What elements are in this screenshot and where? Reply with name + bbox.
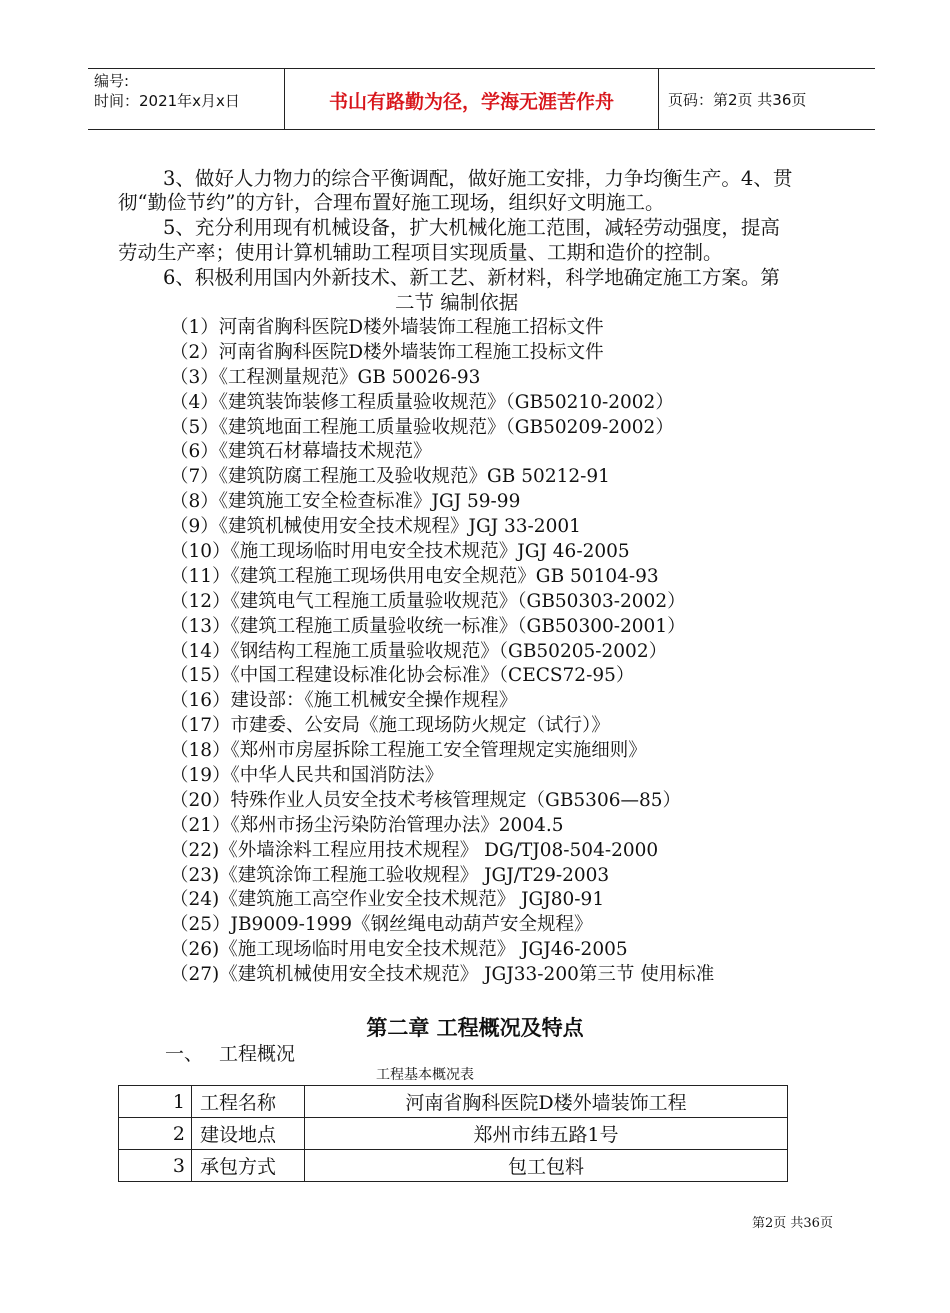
row-number: 3 (119, 1150, 192, 1182)
header-page-number: 页码：第2页 共36页 (668, 91, 807, 109)
paragraph-line: 3、做好人力物力的综合平衡调配，做好施工安排，力争均衡生产。4、贯 (163, 167, 793, 190)
page-footer: 第2页 共36页 (752, 1216, 833, 1231)
list-item: （23)《建筑涂饰工程施工验收规程》 JGJ/T29-2003 (170, 864, 610, 886)
list-item: （3）《工程测量规范》GB 50026-93 (170, 366, 481, 388)
header-time-label: 时间：2021年x月x日 (94, 92, 240, 110)
row-value: 包工包料 (305, 1150, 788, 1182)
list-item: （25）JB9009-1999《钢丝绳电动葫芦安全规程》 (170, 914, 593, 936)
row-key: 建设地点 (192, 1118, 305, 1150)
list-item: （22)《外墙涂料工程应用技术规程》 DG/TJ08-504-2000 (170, 839, 659, 861)
list-item: （17）市建委、公安局《施工现场防火规定（试行）》 (170, 715, 610, 737)
row-key: 工程名称 (192, 1086, 305, 1118)
list-item: （11）《建筑工程施工现场供用电安全规范》GB 50104-93 (170, 565, 659, 587)
list-item: （18）《郑州市房屋拆除工程施工安全管理规定实施细则》 (170, 740, 647, 762)
row-value: 郑州市纬五路1号 (305, 1118, 788, 1150)
page-header (88, 68, 875, 130)
list-item: （21）《郑州市扬尘污染防治管理办法》2004.5 (170, 814, 564, 836)
row-number: 2 (119, 1118, 192, 1150)
list-item: （2）河南省胸科医院D楼外墙装饰工程施工投标文件 (170, 341, 604, 363)
list-item: （10）《施工现场临时用电安全技术规范》JGJ 46-2005 (170, 541, 630, 563)
section-label: 工程概况 (219, 1043, 296, 1065)
section-heading: 二节 编制依据 (395, 291, 519, 314)
chapter-title: 第二章 工程概况及特点 (366, 1016, 584, 1040)
list-item: （5）《建筑地面工程施工质量验收规范》（GB50209-2002） (170, 416, 674, 438)
section-title (165, 1039, 295, 1066)
paragraph-line: 劳动生产率；使用计算机辅助工程项目实现质量、工期和造价的控制。 (118, 241, 723, 264)
basis-list (170, 316, 714, 988)
header-divider (658, 69, 659, 129)
list-item: （12）《建筑电气工程施工质量验收规范》（GB50303-2002） (170, 590, 686, 612)
list-item: （4）《建筑装饰装修工程质量验收规范》（GB50210-2002） (170, 391, 674, 413)
paragraph-line: 彻“勤俭节约”的方针，合理布置好施工现场，组织好文明施工。 (118, 191, 665, 214)
header-meta (94, 71, 284, 111)
list-item: （7）《建筑防腐工程施工及验收规范》GB 50212-91 (170, 466, 610, 488)
paragraph-line: 6、积极利用国内外新技术、新工艺、新材料，科学地确定施工方案。第 (163, 266, 780, 289)
table-row (119, 1150, 788, 1182)
table-row (119, 1086, 788, 1118)
list-item: （14）《钢结构工程施工质量验收规范》（GB50205-2002） (170, 640, 668, 662)
row-number: 1 (119, 1086, 192, 1118)
row-key: 承包方式 (192, 1150, 305, 1182)
list-item: （8）《建筑施工安全检查标准》JGJ 59-99 (170, 491, 521, 513)
list-item: （16）建设部：《施工机械安全操作规程》 (170, 690, 518, 712)
header-motto: 书山有路勤为径，学海无涯苦作舟 (328, 91, 614, 113)
project-overview-table (118, 1085, 788, 1182)
table-row (119, 1118, 788, 1150)
list-item: （15）《中国工程建设标准化协会标准》（CECS72-95） (170, 665, 635, 687)
list-item: （27)《建筑机械使用安全技术规范》 JGJ33-200第三节 使用标准 (170, 964, 715, 986)
list-item: （20）特殊作业人员安全技术考核管理规定（GB5306—85） (170, 789, 682, 811)
list-item: （26)《施工现场临时用电安全技术规范》 JGJ46-2005 (170, 939, 628, 961)
list-item: （13）《建筑工程施工质量验收统一标准》（GB50300-2001） (170, 615, 686, 637)
header-code-label: 编号: (94, 72, 130, 90)
list-item: （24)《建筑施工高空作业安全技术规范》 JGJ80-91 (170, 889, 605, 911)
section-number: 一、 (165, 1043, 204, 1065)
row-value: 河南省胸科医院D楼外墙装饰工程 (305, 1086, 788, 1118)
list-item: （19）《中华人民共和国消防法》 (170, 765, 444, 787)
table-caption: 工程基本概况表 (376, 1067, 474, 1083)
paragraph-line: 5、充分利用现有机械设备，扩大机械化施工范围，减轻劳动强度，提高 (163, 216, 780, 239)
list-item: （6）《建筑石材幕墙技术规范》 (170, 441, 432, 463)
list-item: （1）河南省胸科医院D楼外墙装饰工程施工招标文件 (170, 317, 604, 338)
list-item: （9）《建筑机械使用安全技术规程》JGJ 33-2001 (170, 516, 581, 538)
